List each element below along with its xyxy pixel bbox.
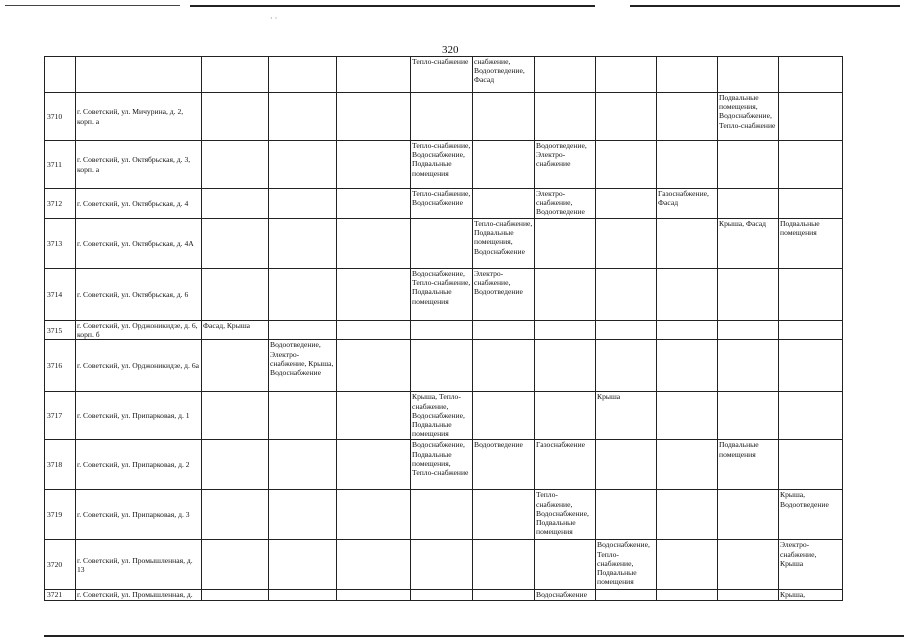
work-cell: Фасад, Крыша — [202, 321, 269, 340]
data-table — [44, 56, 843, 601]
work-cell — [337, 392, 411, 440]
work-cell: Газоснабжение, Фасад — [657, 189, 718, 219]
row-number: 3721 — [45, 590, 76, 600]
work-cell — [411, 219, 473, 269]
row-number: 3719 — [45, 490, 76, 540]
work-cell: Крыша, Тепло-снабжение, Водоснабжение, Подвальные помещения — [411, 392, 473, 440]
address-cell: г. Советский, ул. Припарковая, д. 3 — [76, 490, 202, 540]
work-cell — [202, 340, 269, 392]
work-cell — [535, 340, 596, 392]
table-row — [45, 269, 843, 321]
bottom-border — [44, 635, 904, 637]
work-cell — [657, 340, 718, 392]
address-cell: г. Советский, ул. Октябрьская, д. 6 — [76, 269, 202, 321]
table-row — [45, 141, 843, 189]
row-number: 3717 — [45, 392, 76, 440]
work-cell — [337, 269, 411, 321]
work-cell: Электро-снабжение, Водоотведение — [473, 269, 535, 321]
row-number: 3716 — [45, 340, 76, 392]
work-cell — [202, 93, 269, 141]
row-number: 3718 — [45, 440, 76, 490]
work-cell — [202, 269, 269, 321]
work-cell — [202, 490, 269, 540]
carryover-cell: Тепло-снабжение — [411, 57, 473, 93]
work-cell — [718, 189, 779, 219]
row-number: 3715 — [45, 321, 76, 340]
address-cell: г. Советский, ул. Припарковая, д. 2 — [76, 440, 202, 490]
work-cell — [596, 93, 657, 141]
work-cell — [596, 141, 657, 189]
work-cell — [337, 189, 411, 219]
address-cell: г. Советский, ул. Октябрьская, д. 4А — [76, 219, 202, 269]
work-cell — [535, 219, 596, 269]
table-row — [45, 219, 843, 269]
address-cell: г. Советский, ул. Орджоникидзе, д. 6а — [76, 340, 202, 392]
work-cell — [202, 440, 269, 490]
table-row — [45, 321, 843, 340]
work-cell — [779, 340, 843, 392]
address-cell: г. Советский, ул. Орджоникидзе, д. 6, корп. б — [76, 321, 202, 340]
work-cell: Водоснабжение, Тепло-снабжение, Подвальные помещения — [596, 540, 657, 590]
work-cell — [718, 540, 779, 590]
work-cell — [657, 590, 718, 600]
work-cell — [269, 540, 337, 590]
work-cell — [269, 392, 337, 440]
work-cell — [718, 392, 779, 440]
work-cell: Подвальные помещения — [718, 440, 779, 490]
work-cell — [202, 141, 269, 189]
work-cell — [718, 590, 779, 600]
work-cell: Электро-снабжение, Крыша — [779, 540, 843, 590]
work-cell — [269, 440, 337, 490]
work-cell: Крыша, Фасад — [718, 219, 779, 269]
work-cell — [779, 321, 843, 340]
carryover-cell: снабжение, Водоотведение, Фасад — [473, 57, 535, 93]
work-cell — [269, 219, 337, 269]
work-cell: Водоснабжение, Подвальные помещения, Тепло-снабжение — [411, 440, 473, 490]
work-cell — [779, 93, 843, 141]
work-cell — [337, 219, 411, 269]
work-cell — [337, 141, 411, 189]
work-cell: Газоснабжение — [535, 440, 596, 490]
work-cell — [657, 440, 718, 490]
work-cell: Водоотведение, Электро-снабжение, Крыша, Водоснабжение — [269, 340, 337, 392]
table-row — [45, 440, 843, 490]
work-cell — [269, 269, 337, 321]
work-cell — [202, 590, 269, 600]
work-cell — [596, 590, 657, 600]
work-cell — [596, 440, 657, 490]
work-cell — [269, 321, 337, 340]
row-number: 3710 — [45, 93, 76, 141]
work-cell — [473, 141, 535, 189]
table-row — [45, 590, 843, 600]
work-cell — [718, 321, 779, 340]
work-cell — [337, 440, 411, 490]
work-cell — [779, 189, 843, 219]
work-cell — [411, 93, 473, 141]
work-cell — [779, 392, 843, 440]
work-cell — [269, 590, 337, 600]
work-cell — [596, 219, 657, 269]
work-cell — [411, 321, 473, 340]
row-number: 3714 — [45, 269, 76, 321]
work-cell — [269, 189, 337, 219]
work-cell: Водоснабжение — [535, 590, 596, 600]
work-cell — [337, 93, 411, 141]
work-cell — [473, 590, 535, 600]
work-cell — [657, 93, 718, 141]
work-cell: Крыша — [596, 392, 657, 440]
address-cell: г. Советский, ул. Октябрьская, д. 3, корп. а — [76, 141, 202, 189]
table-row — [45, 189, 843, 219]
work-cell — [269, 490, 337, 540]
work-cell — [596, 269, 657, 321]
work-cell — [718, 141, 779, 189]
row-number: 3711 — [45, 141, 76, 189]
work-cell — [535, 93, 596, 141]
work-cell — [411, 490, 473, 540]
work-cell — [718, 269, 779, 321]
table-row — [45, 392, 843, 440]
work-cell: Водоотведение — [473, 440, 535, 490]
work-cell — [473, 392, 535, 440]
work-cell — [718, 340, 779, 392]
carryover-row — [45, 57, 843, 93]
work-cell — [596, 490, 657, 540]
work-cell — [596, 189, 657, 219]
work-cell — [411, 590, 473, 600]
row-number: 3713 — [45, 219, 76, 269]
work-cell — [473, 321, 535, 340]
address-cell: г. Советский, ул. Припарковая, д. 1 — [76, 392, 202, 440]
address-cell: г. Советский, ул. Промышленная, д. 13 — [76, 540, 202, 590]
work-cell — [779, 141, 843, 189]
work-cell — [202, 540, 269, 590]
work-cell — [337, 321, 411, 340]
scan-mark: · · — [270, 14, 278, 23]
table-row — [45, 93, 843, 141]
work-cell: Водоснабжение, Тепло-снабжение, Подвальные помещения — [411, 269, 473, 321]
work-cell — [657, 392, 718, 440]
work-cell: Крыша, Водоотведение — [779, 490, 843, 540]
work-cell: Электро-снабжение, Водоотведение — [535, 189, 596, 219]
work-cell — [535, 392, 596, 440]
address-cell: г. Советский, ул. Мичурина, д. 2, корп. а — [76, 93, 202, 141]
work-cell — [718, 490, 779, 540]
table-row — [45, 340, 843, 392]
work-cell: Крыша, — [779, 590, 843, 600]
work-cell — [202, 189, 269, 219]
work-cell — [535, 540, 596, 590]
work-cell: Подвальные помещения, Водоснабжение, Тепло-снабжение — [718, 93, 779, 141]
work-cell — [337, 490, 411, 540]
page-number: 320 — [442, 44, 459, 56]
work-cell — [779, 440, 843, 490]
work-cell — [596, 340, 657, 392]
work-cell — [337, 540, 411, 590]
work-cell — [411, 340, 473, 392]
work-cell — [657, 141, 718, 189]
work-cell — [473, 93, 535, 141]
address-cell: г. Советский, ул. Промышленная, д. — [76, 590, 202, 600]
work-cell: Подвальные помещения — [779, 219, 843, 269]
table-row — [45, 490, 843, 540]
work-cell — [473, 340, 535, 392]
work-cell — [269, 141, 337, 189]
work-cell — [473, 490, 535, 540]
row-number: 3720 — [45, 540, 76, 590]
work-cell — [535, 269, 596, 321]
work-cell — [411, 540, 473, 590]
work-cell — [657, 490, 718, 540]
work-cell — [657, 321, 718, 340]
work-cell: Тепло-снабжение, Водоснабжение, Подвальные помещения — [411, 141, 473, 189]
work-cell — [657, 540, 718, 590]
work-cell — [202, 219, 269, 269]
work-cell: Тепло-снабжение, Подвальные помещения, Водоснабжение — [473, 219, 535, 269]
row-number: 3712 — [45, 189, 76, 219]
work-cell — [269, 93, 337, 141]
work-cell: Тепло-снабжение, Водоснабжение — [411, 189, 473, 219]
work-cell — [779, 269, 843, 321]
address-cell: г. Советский, ул. Октябрьская, д. 4 — [76, 189, 202, 219]
work-cell — [535, 321, 596, 340]
work-cell — [473, 540, 535, 590]
top-border — [0, 5, 905, 8]
work-cell: Водоотведение, Электро-снабжение — [535, 141, 596, 189]
work-cell — [596, 321, 657, 340]
work-cell — [473, 189, 535, 219]
work-cell: Тепло-снабжение, Водоснабжение, Подвальные помещения — [535, 490, 596, 540]
work-cell — [657, 269, 718, 321]
work-cell — [337, 590, 411, 600]
work-cell — [202, 392, 269, 440]
table-row — [45, 540, 843, 590]
work-cell — [337, 340, 411, 392]
work-cell — [657, 219, 718, 269]
